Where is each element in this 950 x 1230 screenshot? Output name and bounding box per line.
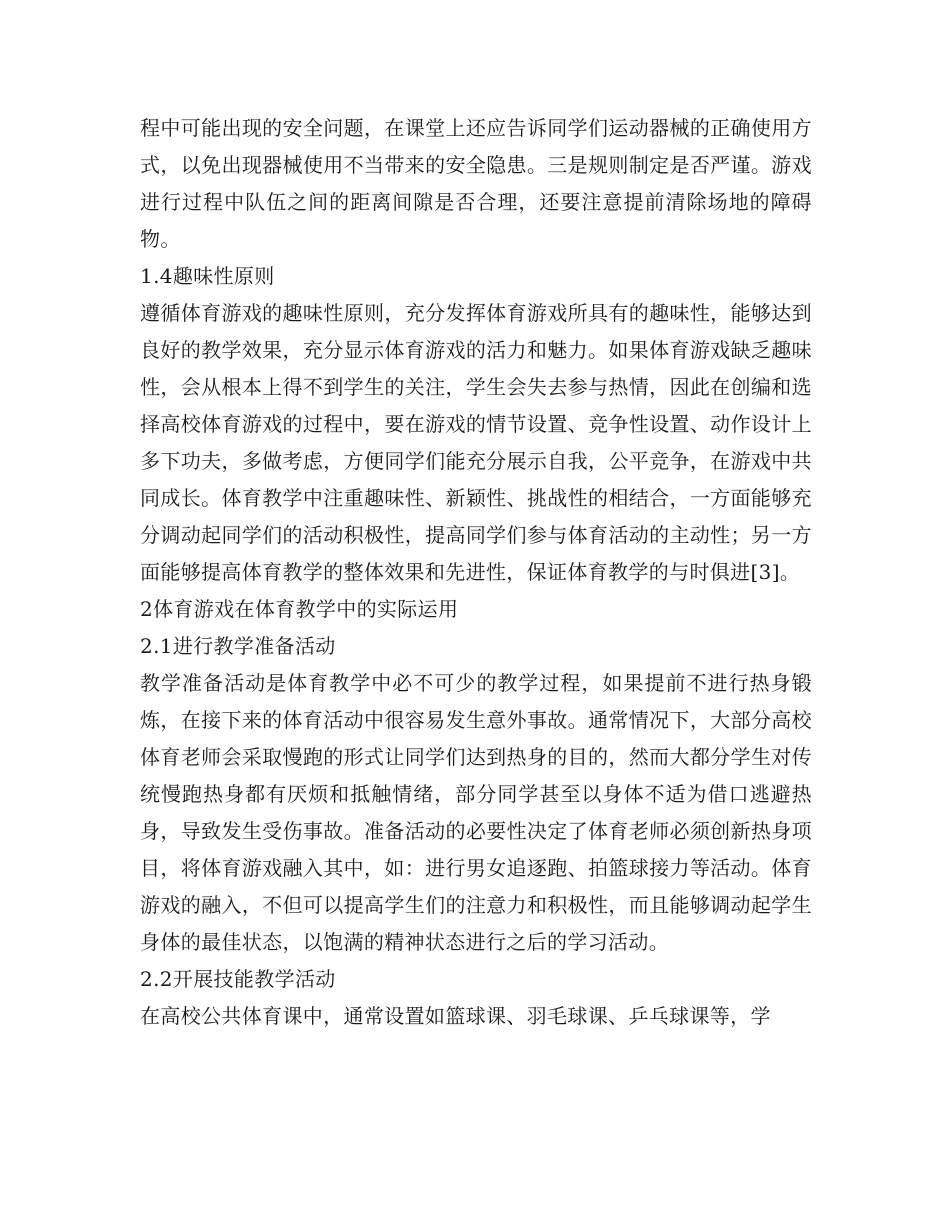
heading-2: 2体育游戏在体育教学中的实际运用 [140, 597, 459, 621]
document-body [140, 110, 812, 1035]
heading-2-1: 2.1进行教学准备活动 [140, 634, 336, 658]
paragraph-warmup: 教学准备活动是体育教学中必不可少的教学过程，如果提前不进行热身锻炼，在接下来的体育活动中很容易发生意外事故。通常情况下，大部分高校体育老师会采取慢跑的形式让同学们达到热身的目的，然而大都分学生对传统慢跑热身都有厌烦和抵触情绪，部分同学甚至以身体不适为借口逃避热身，导致发生受伤事故。准备活动的必要性决定了体育老师必须创新热身项目，将体育游戏融入其中，如：进行男女追逐跑、拍篮球接力等活动。体育游戏的融入，不但可以提高学生们的注意力和积极性，而且能够调动起学生身体的最佳状态，以饱满的精神状态进行之后的学习活动。 [140, 671, 812, 954]
heading-1-4: 1.4趣味性原则 [140, 264, 275, 288]
paragraph-skills: 在高校公共体育课中，通常设置如篮球课、羽毛球课、乒乓球课等，学 [140, 1004, 771, 1028]
paragraph-safety-continued: 程中可能出现的安全问题，在课堂上还应告诉同学们运动器械的正确使用方式，以免出现器械使用不当带来的安全隐患。三是规则制定是否严谨。游戏进行过程中队伍之间的距离间隙是否合理，还要注意提前清除场地的障碍物。 [140, 116, 812, 251]
paragraph-fun-principle: 遵循体育游戏的趣味性原则，充分发挥体育游戏所具有的趣味性，能够达到良好的教学效果，充分显示体育游戏的活力和魅力。如果体育游戏缺乏趣味性，会从根本上得不到学生的关注，学生会失去参与热情，因此在创编和选择高校体育游戏的过程中，要在游戏的情节设置、竞争性设置、动作设计上多下功夫，多做考虑，方便同学们能充分展示自我，公平竞争，在游戏中共同成长。体育教学中注重趣味性、新颖性、挑战性的相结合，一方面能够充分调动起同学们的活动积极性，提高同学们参与体育活动的主动性；另一方面能够提高体育教学的整体效果和先进性，保证体育教学的与时俱进[3]。 [140, 301, 812, 584]
heading-2-2: 2.2开展技能教学活动 [140, 967, 336, 991]
